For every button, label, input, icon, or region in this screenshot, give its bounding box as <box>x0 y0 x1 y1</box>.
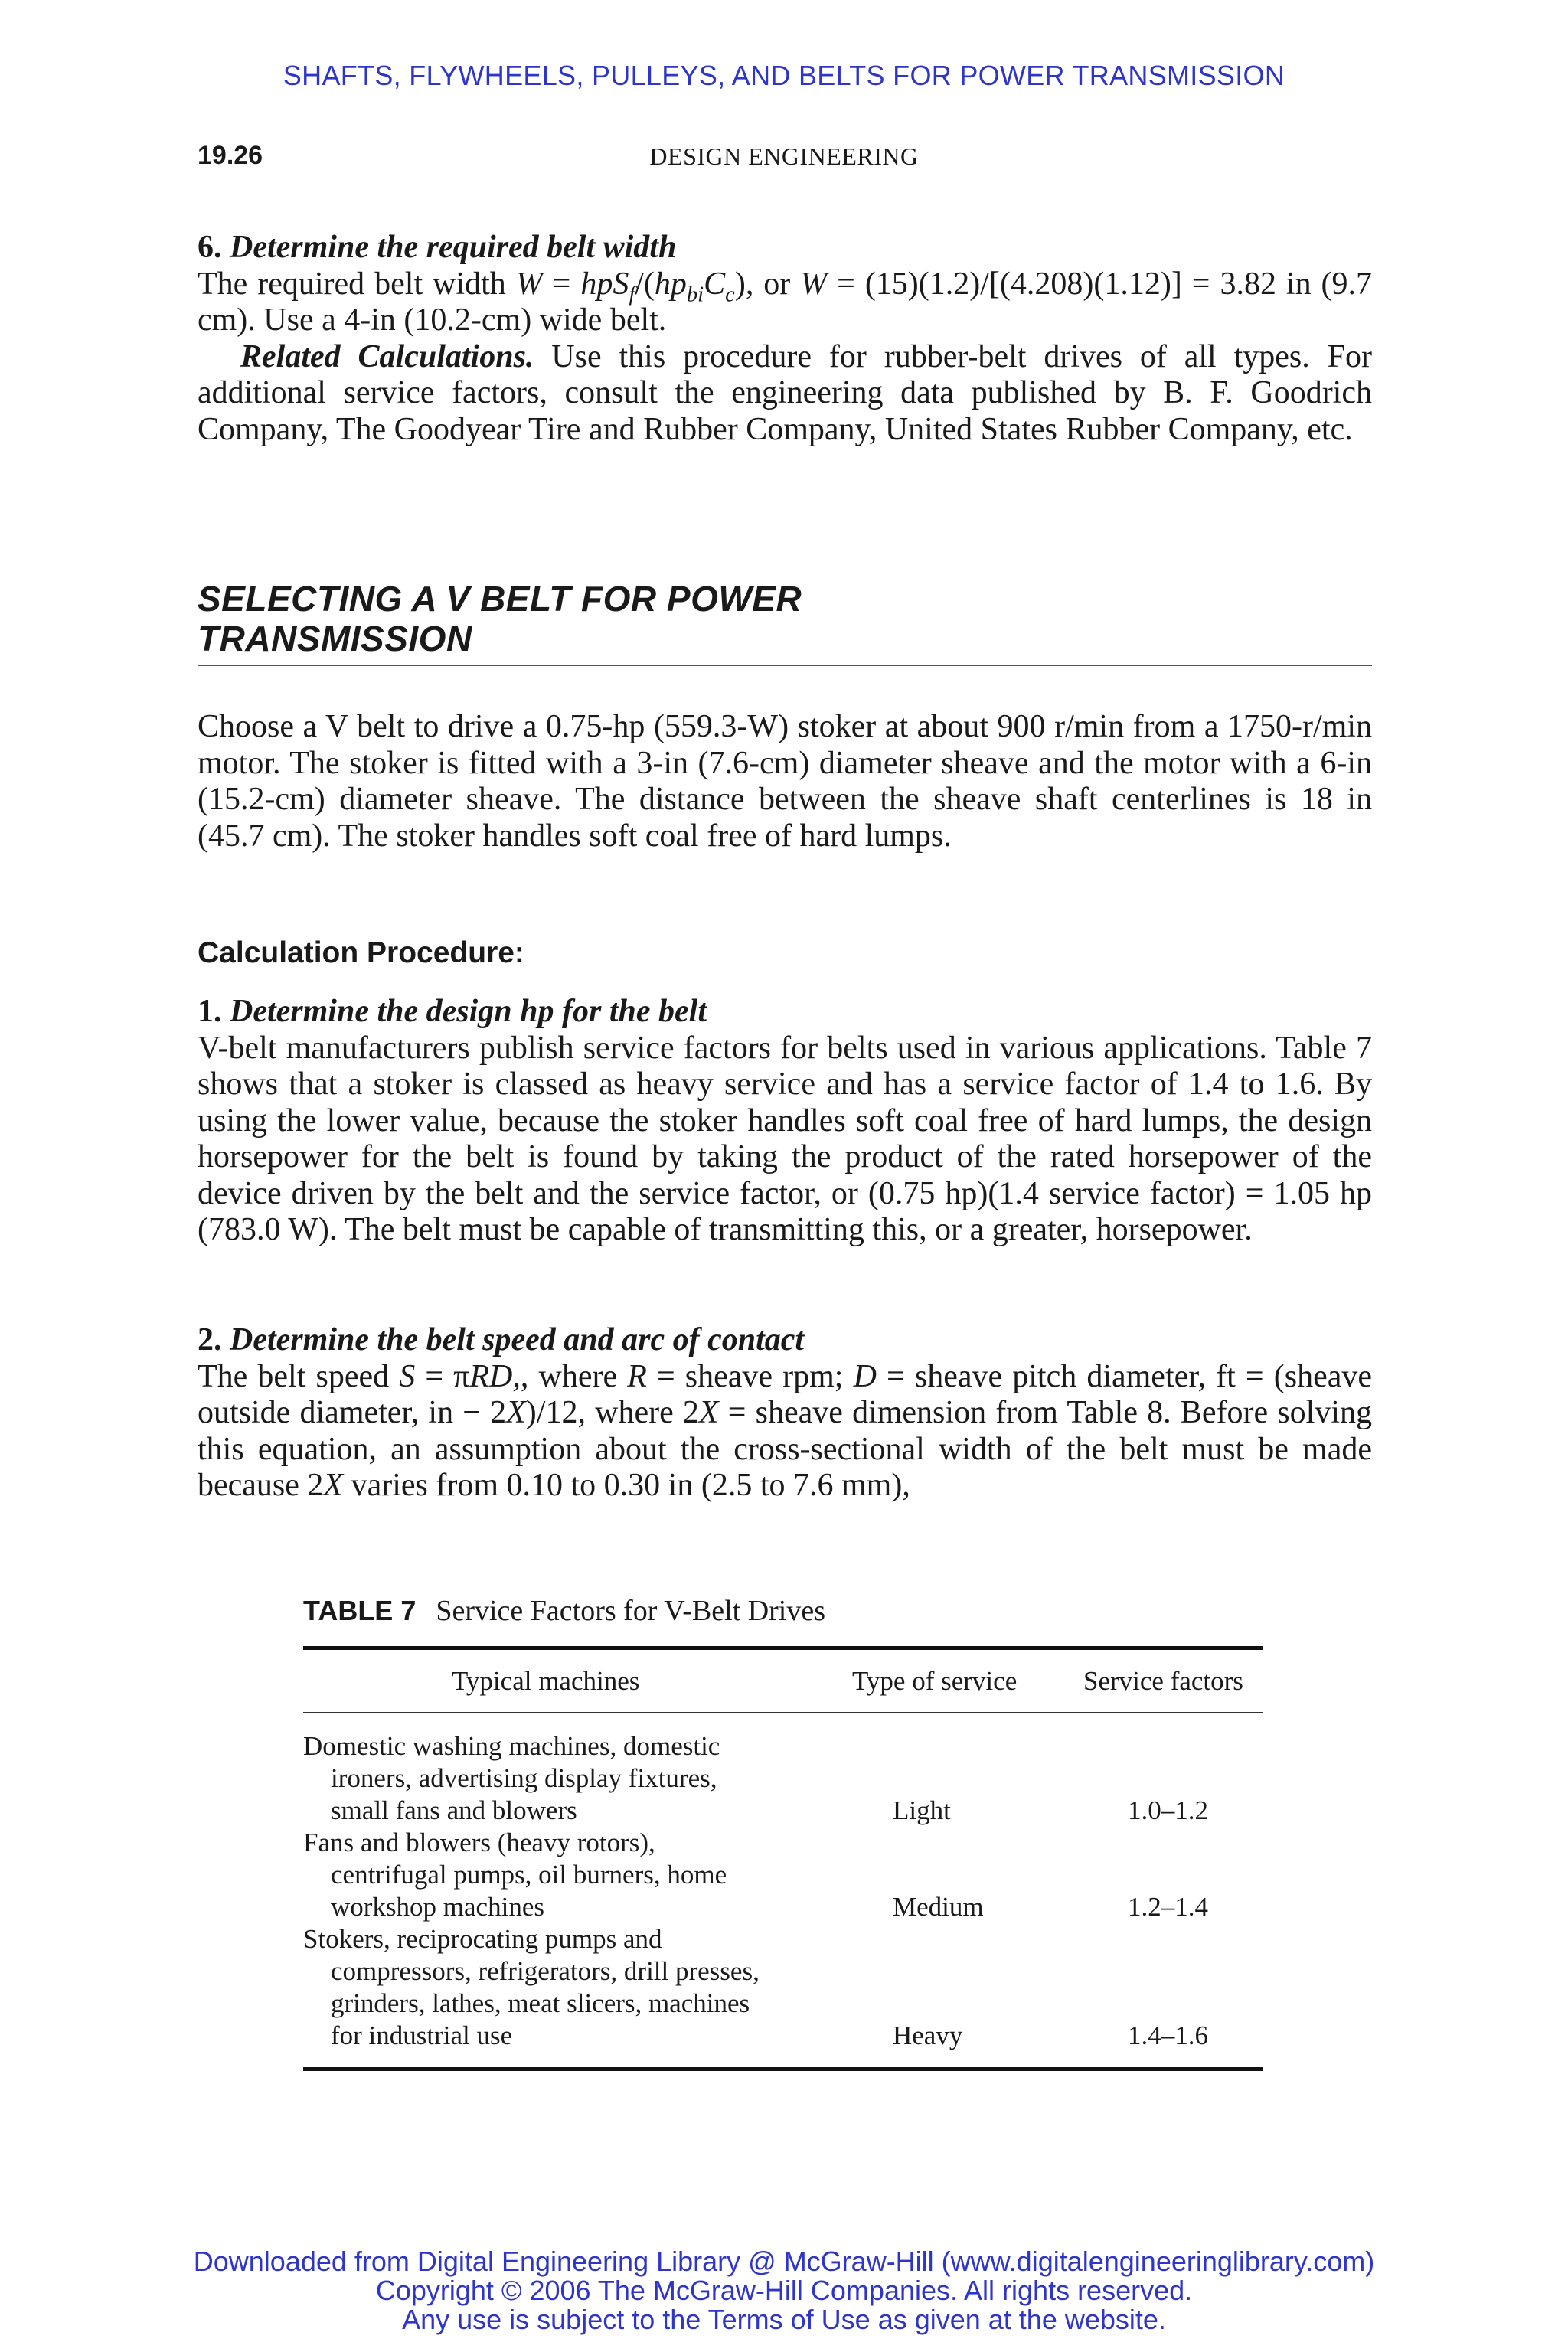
table-row-light-machines: Domestic washing machines, domestic ironers, advertising display fixtures, small fans and blowers <box>303 1731 720 1825</box>
table-row-light-factor: 1.0–1.2 <box>1128 1795 1208 1825</box>
step1-heading <box>198 994 1372 1031</box>
section-divider <box>198 665 1372 666</box>
table-caption <box>303 1594 825 1628</box>
section-title-line1: SELECTING A V BELT FOR POWER <box>198 579 802 619</box>
calculation-procedure-heading: Calculation Procedure: <box>198 936 524 969</box>
step2-title: Determine the belt speed and arc of contact <box>230 1322 805 1357</box>
related-label: Related Calculations. <box>240 338 534 374</box>
step6-text-c: = (15)(1.2)/[(4.208)(1.12)] = 3.82 in (9.7 cm). Use a 4-in (10.2-cm) wide belt. <box>198 266 1373 338</box>
step6-number: 6. <box>198 230 222 265</box>
step1-number: 1. <box>198 994 222 1029</box>
step1-title: Determine the design hp for the belt <box>230 994 707 1029</box>
table-row-light-service: Light <box>893 1795 951 1825</box>
step2-number: 2. <box>198 1322 222 1357</box>
footer-download-link[interactable]: Downloaded from Digital Engineering Library @ McGraw-Hill (www.digitalengineeringlibrary.com) <box>193 2246 1375 2277</box>
running-head: DESIGN ENGINEERING <box>649 142 919 170</box>
table-header-service: Type of service <box>852 1666 1018 1696</box>
step2-paragraph: The belt speed S = πRD,, where R = sheave rpm; D = sheave pitch diameter, ft = (sheave outside diameter, in − 2X)/12, where 2X = sheave dimension from Table 8. Before solving this equation, an assumption about the cross-sectional width of the belt must be made because 2X varies from 0.10 to 0.30 in (2.5 to 7.6 mm), <box>198 1358 1372 1503</box>
step6-text-a: The required belt width <box>198 266 516 302</box>
belt-width-formula: W <box>515 266 543 302</box>
table-row-medium-service: Medium <box>893 1892 984 1922</box>
step6-text-b: , or <box>745 266 801 302</box>
problem-text: Choose a V belt to drive a 0.75-hp (559.3-W) stoker at about 900 r/min from a 1750-r/min motor. The stoker is fitted with a 3-in (7.6-cm) diameter sheave and the motor with a 6-in (15.2-cm) diameter sheave. The distance between the sheave shaft centerlines is 18 in (45.7 cm). The stoker handles soft coal free of hard lumps. <box>198 709 1372 854</box>
table-top-rule <box>303 1646 1263 1650</box>
chapter-banner: SHAFTS, FLYWHEELS, PULLEYS, AND BELTS FOR POWER TRANSMISSION <box>283 60 1285 91</box>
table-row-heavy-machines: Stokers, reciprocating pumps and compressors, refrigerators, drill presses, grinders, lathes, meat slicers, machines for industrial use <box>303 1924 760 2050</box>
step1-paragraph: V-belt manufacturers publish service factors for belts used in various applications. Table 7 shows that a stoker is classed as heavy service and has a service factor of 1.4 to 1.6. By using the lower value, because the stoker handles soft coal free of hard lumps, the design horsepower for the belt is found by taking the product of the rated horsepower of the device driven by the belt and the service factor, or (0.75 hp)(1.4 service factor) = 1.05 hp (783.0 W). The belt must be capable of transmitting this, or a greater, horsepower. <box>198 1030 1372 1247</box>
step6-block <box>198 230 1372 448</box>
step1-block <box>198 994 1372 1249</box>
footer-copyright: Copyright © 2006 The McGraw-Hill Companies. All rights reserved. <box>375 2275 1193 2306</box>
table-header-factors: Service factors <box>1083 1666 1243 1696</box>
problem-statement <box>198 709 1372 854</box>
section-title-line2: TRANSMISSION <box>198 619 472 658</box>
table-row-heavy-service: Heavy <box>893 2020 963 2050</box>
table-row-medium-machines: Fans and blowers (heavy rotors), centrifugal pumps, oil burners, home workshop machines <box>303 1828 727 1922</box>
table-header-machines: Typical machines <box>452 1666 640 1696</box>
related-text: Use this procedure for rubber-belt drives of all types. For additional service factors, consult the engineering data published by B. F. Goodrich Company, The Goodyear Tire and Rubber Company, United States Rubber Company, etc. <box>198 338 1373 447</box>
table-row-medium-factor: 1.2–1.4 <box>1128 1892 1208 1922</box>
table-title: Service Factors for V-Belt Drives <box>436 1595 826 1627</box>
table-row-heavy-factor: 1.4–1.6 <box>1128 2020 1208 2050</box>
step2-block <box>198 1322 1372 1504</box>
step6-title: Determine the required belt width <box>230 230 677 265</box>
step6-paragraph: The required belt width $W = hpS_f/(hp_{bi}C_c)$, or W = (15)(1.2)/[(4.208)(1.12)] = 3.82 in (9.7 cm). Use a 4-in (10.2-cm) wide belt. <box>198 266 1373 338</box>
step2-heading <box>198 1322 1372 1359</box>
section-title <box>198 579 1372 658</box>
step6-heading <box>198 230 1372 266</box>
page-number: 19.26 <box>198 141 263 170</box>
related-calculations <box>198 339 1372 449</box>
table-label: TABLE 7 <box>303 1595 416 1626</box>
footer-terms: Any use is subject to the Terms of Use as given at the website. <box>402 2304 1166 2335</box>
table-header-rule <box>303 1712 1263 1713</box>
table-bottom-rule <box>303 2067 1263 2071</box>
